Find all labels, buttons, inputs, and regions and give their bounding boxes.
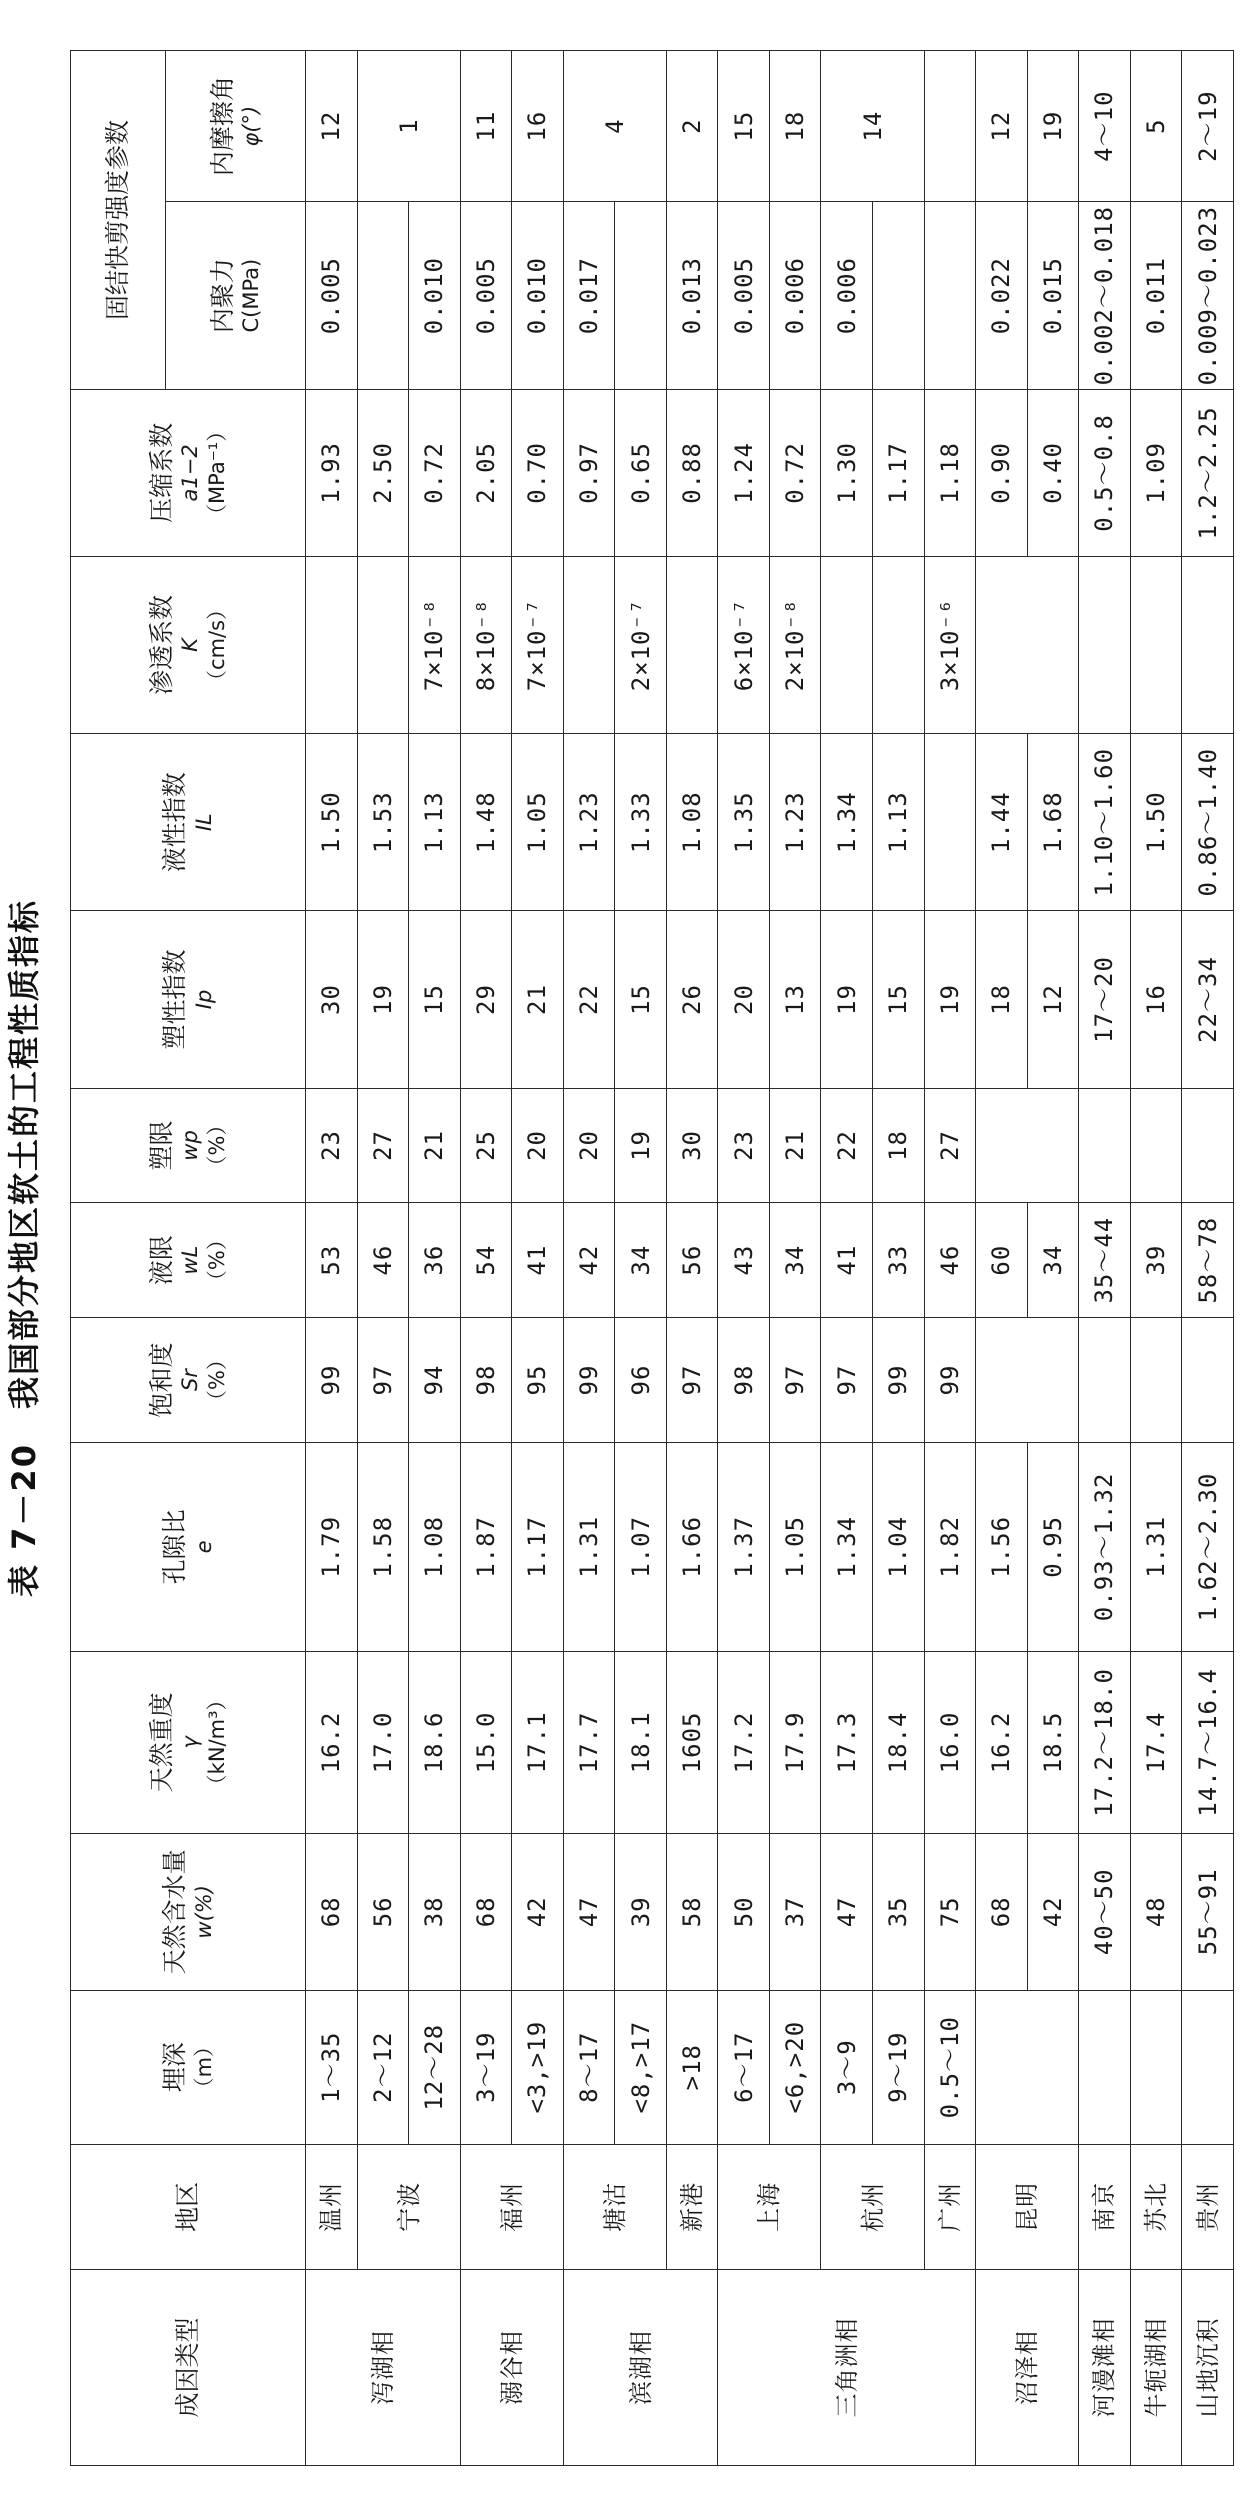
- table-cell: 58～78: [1182, 1203, 1234, 1318]
- table-cell: 15: [718, 51, 770, 202]
- region-cell: 宁波: [357, 2144, 460, 2269]
- table-cell: 75: [924, 1834, 976, 1990]
- table-cell: 40～50: [1079, 1834, 1131, 1990]
- table-cell: 0.010: [512, 202, 564, 390]
- table-cell: 54: [460, 1203, 512, 1318]
- table-cell: 0.022: [976, 202, 1028, 390]
- table-cell: 1.33: [615, 734, 667, 911]
- table-cell: 23: [306, 1088, 358, 1203]
- table-cell: 48: [1130, 1834, 1182, 1990]
- table-cell: 13: [769, 911, 821, 1088]
- table-cell: 34: [1027, 1203, 1079, 1318]
- table-cell: [976, 1088, 1079, 1203]
- table-cell: 0.95: [1027, 1443, 1079, 1652]
- table-cell: [976, 1990, 1079, 2144]
- table-cell: 14.7～16.4: [1182, 1651, 1234, 1833]
- table-cell: 18.6: [409, 1651, 461, 1833]
- region-cell: 杭州: [821, 2144, 924, 2269]
- table-cell: [924, 734, 976, 911]
- table-cell: 41: [821, 1203, 873, 1318]
- table-cell: 98: [718, 1317, 770, 1442]
- table-cell: 4～10: [1079, 51, 1131, 202]
- table-row: [924, 51, 976, 2466]
- table-cell: 35～44: [1079, 1203, 1131, 1318]
- table-container: [70, 50, 1234, 2466]
- region-cell: 上海: [718, 2144, 821, 2269]
- table-cell: 1.58: [357, 1443, 409, 1652]
- table-cell: [1182, 1317, 1234, 1442]
- table-cell: [1079, 1088, 1131, 1203]
- table-cell: 6×10⁻⁷: [718, 556, 770, 733]
- col-header-liquidity-index: 液性指数 IL: [71, 734, 306, 911]
- table-cell: >18: [666, 1990, 718, 2144]
- table-cell: 42: [512, 1834, 564, 1990]
- table-cell: 21: [769, 1088, 821, 1203]
- table-cell: 38: [409, 1834, 461, 1990]
- col-header-plastic-limit: 塑限 wp （%）: [71, 1088, 306, 1203]
- table-cell: 97: [666, 1317, 718, 1442]
- table-cell: 30: [306, 911, 358, 1088]
- table-cell: 42: [1027, 1834, 1079, 1990]
- group-cell: 山地沉积: [1182, 2269, 1234, 2465]
- table-cell: 16: [512, 51, 564, 202]
- table-cell: 18.4: [873, 1651, 925, 1833]
- table-cell: 11: [460, 51, 512, 202]
- table-cell: 15: [615, 911, 667, 1088]
- table-cell: 3～9: [821, 1990, 873, 2144]
- table-cell: 0.86～1.40: [1182, 734, 1234, 911]
- soil-properties-table: [70, 50, 1234, 2466]
- col-header-region: 地区: [71, 2144, 306, 2269]
- region-cell: 贵州: [1182, 2144, 1234, 2269]
- table-cell: 17.2～18.0: [1079, 1651, 1131, 1833]
- table-cell: 0.72: [769, 389, 821, 556]
- col-header-friction: 内摩擦角 φ(°): [166, 51, 306, 202]
- table-cell: 25: [460, 1088, 512, 1203]
- table-cell: 46: [357, 1203, 409, 1318]
- table-cell: 0.90: [976, 389, 1028, 556]
- table-cell: 99: [306, 1317, 358, 1442]
- table-row: [409, 51, 461, 2466]
- table-cell: 0.70: [512, 389, 564, 556]
- table-cell: 15: [409, 911, 461, 1088]
- region-cell: 福州: [460, 2144, 563, 2269]
- table-row: [563, 51, 615, 2466]
- table-cell: 56: [666, 1203, 718, 1318]
- table-cell: 17.7: [563, 1651, 615, 1833]
- table-row: [357, 51, 409, 2466]
- table-cell: 1.04: [873, 1443, 925, 1652]
- table-cell: 0.005: [718, 202, 770, 390]
- group-cell: 河漫滩相: [1079, 2269, 1131, 2465]
- table-cell: 34: [615, 1203, 667, 1318]
- table-cell: 0.010: [409, 202, 461, 390]
- table-cell: 16.2: [976, 1651, 1028, 1833]
- table-cell: [873, 202, 925, 390]
- table-cell: 1.05: [769, 1443, 821, 1652]
- table-cell: 16.0: [924, 1651, 976, 1833]
- table-cell: 22: [821, 1088, 873, 1203]
- table-cell: 37: [769, 1834, 821, 1990]
- table-cell: 6～17: [718, 1990, 770, 2144]
- col-header-void-ratio: 孔隙比 e: [71, 1443, 306, 1652]
- table-cell: 1.08: [666, 734, 718, 911]
- table-cell: 1.66: [666, 1443, 718, 1652]
- table-cell: 29: [460, 911, 512, 1088]
- table-cell: [1130, 556, 1182, 733]
- table-cell: 1.50: [306, 734, 358, 911]
- table-cell: 17.0: [357, 1651, 409, 1833]
- table-row: [1079, 51, 1131, 2466]
- table-cell: 0.011: [1130, 202, 1182, 390]
- col-header-depth: 埋深 （m）: [71, 1990, 306, 2144]
- table-cell: 68: [976, 1834, 1028, 1990]
- header-row-1: [71, 51, 166, 2466]
- table-cell: 1.07: [615, 1443, 667, 1652]
- col-header-compressibility: 压缩系数 a1−2 （MPa⁻¹）: [71, 389, 306, 556]
- table-row: [1182, 51, 1234, 2466]
- table-cell: 99: [873, 1317, 925, 1442]
- table-cell: 5: [1130, 51, 1182, 202]
- table-cell: 97: [821, 1317, 873, 1442]
- table-cell: 43: [718, 1203, 770, 1318]
- table-cell: 1.62～2.30: [1182, 1443, 1234, 1652]
- table-cell: 99: [924, 1317, 976, 1442]
- table-title: 表 7－20 我国部分地区软土的工程性质指标: [5, 899, 43, 1597]
- group-cell: 牛轭湖相: [1130, 2269, 1182, 2465]
- table-cell: [1182, 1990, 1234, 2144]
- table-cell: 19: [924, 911, 976, 1088]
- table-cell: 1.24: [718, 389, 770, 556]
- table-cell: <6,>20: [769, 1990, 821, 2144]
- col-header-water: 天然含水量 w(%): [71, 1834, 306, 1990]
- table-cell: [976, 1317, 1079, 1442]
- table-cell: [1182, 1088, 1234, 1203]
- table-cell: 95: [512, 1317, 564, 1442]
- table-row: [1130, 51, 1182, 2466]
- table-cell: [666, 556, 718, 733]
- table-cell: 1.56: [976, 1443, 1028, 1652]
- table-cell: [821, 556, 873, 733]
- table-cell: 16: [1130, 911, 1182, 1088]
- table-cell: 36: [409, 1203, 461, 1318]
- table-cell: 15.0: [460, 1651, 512, 1833]
- table-cell: 17.9: [769, 1651, 821, 1833]
- table-cell: 0.5～10: [924, 1990, 976, 2144]
- table-row: [821, 51, 873, 2466]
- table-cell: [1130, 1088, 1182, 1203]
- table-cell: 7×10⁻⁸: [409, 556, 461, 733]
- table-cell: 9～19: [873, 1990, 925, 2144]
- table-cell: 1.31: [1130, 1443, 1182, 1652]
- region-cell: 昆明: [976, 2144, 1079, 2269]
- region-cell: 新港: [666, 2144, 718, 2269]
- table-cell: [1079, 1317, 1131, 1442]
- table-cell: 14: [821, 51, 924, 202]
- table-cell: [357, 202, 409, 390]
- table-cell: 99: [563, 1317, 615, 1442]
- table-cell: 47: [821, 1834, 873, 1990]
- table-cell: 18.5: [1027, 1651, 1079, 1833]
- table-cell: 1.13: [409, 734, 461, 911]
- table-cell: 0.88: [666, 389, 718, 556]
- table-cell: [873, 556, 925, 733]
- table-cell: [1130, 1317, 1182, 1442]
- group-cell: 溺谷相: [460, 2269, 563, 2465]
- table-cell: 98: [460, 1317, 512, 1442]
- table-cell: 1.13: [873, 734, 925, 911]
- table-cell: [1079, 556, 1131, 733]
- table-cell: [1182, 556, 1234, 733]
- region-cell: 塘沽: [563, 2144, 666, 2269]
- region-cell: 温州: [306, 2144, 358, 2269]
- table-cell: 22～34: [1182, 911, 1234, 1088]
- table-cell: 0.015: [1027, 202, 1079, 390]
- table-cell: 33: [873, 1203, 925, 1318]
- table-row: [976, 51, 1028, 2466]
- table-cell: 1～35: [306, 1990, 358, 2144]
- table-cell: 0.72: [409, 389, 461, 556]
- table-row: [615, 51, 667, 2466]
- table-cell: 21: [512, 911, 564, 1088]
- table-cell: 35: [873, 1834, 925, 1990]
- table-row: [306, 51, 358, 2466]
- col-header-genesis: 成因类型: [71, 2269, 306, 2465]
- table-cell: 20: [718, 911, 770, 1088]
- table-cell: 0.65: [615, 389, 667, 556]
- table-cell: [924, 202, 976, 390]
- table-cell: 2～12: [357, 1990, 409, 2144]
- table-cell: 8×10⁻⁸: [460, 556, 512, 733]
- table-cell: 1.08: [409, 1443, 461, 1652]
- table-cell: 12～28: [409, 1990, 461, 2144]
- table-cell: 1.10～1.60: [1079, 734, 1131, 911]
- col-header-plasticity-index: 塑性指数 Ip: [71, 911, 306, 1088]
- table-cell: [976, 556, 1079, 733]
- table-cell: 1.05: [512, 734, 564, 911]
- table-row: [718, 51, 770, 2466]
- col-header-cohesion: 内聚力 C(MPa): [166, 202, 306, 390]
- table-cell: 41: [512, 1203, 564, 1318]
- table-cell: 1.2～2.25: [1182, 389, 1234, 556]
- table-cell: [563, 556, 615, 733]
- table-cell: 12: [1027, 911, 1079, 1088]
- table-row: [512, 51, 564, 2466]
- table-cell: 94: [409, 1317, 461, 1442]
- table-cell: [1079, 1990, 1131, 2144]
- table-cell: 1.48: [460, 734, 512, 911]
- table-cell: 97: [769, 1317, 821, 1442]
- table-cell: 0.006: [769, 202, 821, 390]
- table-cell: 46: [924, 1203, 976, 1318]
- table-cell: 17.3: [821, 1651, 873, 1833]
- table-cell: 0.93～1.32: [1079, 1443, 1131, 1652]
- table-cell: 1.17: [873, 389, 925, 556]
- table-cell: 17.2: [718, 1651, 770, 1833]
- table-cell: 1.50: [1130, 734, 1182, 911]
- table-row: [873, 51, 925, 2466]
- table-cell: 26: [666, 911, 718, 1088]
- table-cell: 1.23: [769, 734, 821, 911]
- table-cell: 19: [821, 911, 873, 1088]
- region-cell: 广州: [924, 2144, 976, 2269]
- table-cell: [306, 556, 358, 733]
- table-cell: 0.002～0.018: [1079, 202, 1131, 390]
- table-cell: 1.09: [1130, 389, 1182, 556]
- table-cell: [1130, 1990, 1182, 2144]
- table-cell: 1.31: [563, 1443, 615, 1652]
- table-cell: 16.2: [306, 1651, 358, 1833]
- table-cell: 1.18: [924, 389, 976, 556]
- table-cell: 1.23: [563, 734, 615, 911]
- table-cell: 18: [873, 1088, 925, 1203]
- table-cell: 2×10⁻⁸: [769, 556, 821, 733]
- table-cell: 1.37: [718, 1443, 770, 1652]
- table-cell: 0.40: [1027, 389, 1079, 556]
- table-cell: 0.005: [460, 202, 512, 390]
- table-cell: 8～17: [563, 1990, 615, 2144]
- table-cell: 55～91: [1182, 1834, 1234, 1990]
- table-cell: 17～20: [1079, 911, 1131, 1088]
- col-header-shear-group: 固结快剪强度参数: [71, 51, 166, 390]
- table-cell: 0.009～0.023: [1182, 202, 1234, 390]
- table-cell: 17.4: [1130, 1651, 1182, 1833]
- table-cell: 12: [976, 51, 1028, 202]
- table-cell: 58: [666, 1834, 718, 1990]
- table-cell: 56: [357, 1834, 409, 1990]
- table-cell: 2×10⁻⁷: [615, 556, 667, 733]
- table-cell: 1.82: [924, 1443, 976, 1652]
- table-cell: 47: [563, 1834, 615, 1990]
- table-cell: 42: [563, 1203, 615, 1318]
- table-cell: 12: [306, 51, 358, 202]
- table-cell: 1.35: [718, 734, 770, 911]
- table-cell: 1.93: [306, 389, 358, 556]
- table-cell: 1.44: [976, 734, 1028, 911]
- col-header-unit-weight: 天然重度 γ （kN/m³）: [71, 1651, 306, 1833]
- table-cell: <3,>19: [512, 1990, 564, 2144]
- col-header-permeability: 渗透系数 K （cm/s）: [71, 556, 306, 733]
- table-cell: 1.79: [306, 1443, 358, 1652]
- table-row: [769, 51, 821, 2466]
- table-cell: 0.006: [821, 202, 873, 390]
- table-cell: 0.017: [563, 202, 615, 390]
- table-cell: 39: [1130, 1203, 1182, 1318]
- table-cell: 18: [976, 911, 1028, 1088]
- table-row: [666, 51, 718, 2466]
- table-cell: 96: [615, 1317, 667, 1442]
- table-cell: 20: [512, 1088, 564, 1203]
- group-cell: 滨湖相: [563, 2269, 718, 2465]
- region-cell: 南京: [1079, 2144, 1131, 2269]
- table-cell: 27: [924, 1088, 976, 1203]
- table-cell: 0.013: [666, 202, 718, 390]
- table-cell: 60: [976, 1203, 1028, 1318]
- table-cell: 20: [563, 1088, 615, 1203]
- table-cell: 1.68: [1027, 734, 1079, 911]
- table-cell: 39: [615, 1834, 667, 1990]
- table-cell: 1.17: [512, 1443, 564, 1652]
- table-cell: 1.34: [821, 1443, 873, 1652]
- table-cell: 1: [357, 51, 460, 202]
- table-cell: 21: [409, 1088, 461, 1203]
- group-cell: 沼泽相: [976, 2269, 1079, 2465]
- table-cell: 22: [563, 911, 615, 1088]
- table-cell: 1.30: [821, 389, 873, 556]
- table-cell: 68: [306, 1834, 358, 1990]
- group-cell: 三角洲相: [718, 2269, 976, 2465]
- table-cell: 2.05: [460, 389, 512, 556]
- group-cell: 泻湖相: [306, 2269, 461, 2465]
- col-header-liquid-limit: 液限 wL （%）: [71, 1203, 306, 1318]
- table-row: [460, 51, 512, 2466]
- table-cell: 2～19: [1182, 51, 1234, 202]
- table-cell: 2.50: [357, 389, 409, 556]
- table-cell: 0.97: [563, 389, 615, 556]
- table-cell: 68: [460, 1834, 512, 1990]
- table-cell: [924, 51, 976, 202]
- table-cell: 19: [357, 911, 409, 1088]
- table-cell: [615, 202, 667, 390]
- table-cell: 0.5～0.8: [1079, 389, 1131, 556]
- table-cell: 2: [666, 51, 718, 202]
- table-cell: 19: [615, 1088, 667, 1203]
- table-cell: 18: [769, 51, 821, 202]
- table-cell: 50: [718, 1834, 770, 1990]
- table-cell: [357, 556, 409, 733]
- region-cell: 苏北: [1130, 2144, 1182, 2269]
- table-cell: 3～19: [460, 1990, 512, 2144]
- table-cell: 15: [873, 911, 925, 1088]
- table-cell: <8,>17: [615, 1990, 667, 2144]
- table-cell: 17.1: [512, 1651, 564, 1833]
- table-cell: 53: [306, 1203, 358, 1318]
- table-cell: 34: [769, 1203, 821, 1318]
- table-cell: 18.1: [615, 1651, 667, 1833]
- table-cell: 23: [718, 1088, 770, 1203]
- table-cell: 7×10⁻⁷: [512, 556, 564, 733]
- table-cell: 1.87: [460, 1443, 512, 1652]
- table-cell: 4: [563, 51, 666, 202]
- table-cell: 1605: [666, 1651, 718, 1833]
- table-cell: 3×10⁻⁶: [924, 556, 976, 733]
- col-header-saturation: 饱和度 Sr （%）: [71, 1317, 306, 1442]
- table-cell: 27: [357, 1088, 409, 1203]
- table-cell: 30: [666, 1088, 718, 1203]
- table-cell: 1.34: [821, 734, 873, 911]
- table-cell: 97: [357, 1317, 409, 1442]
- table-cell: 1.53: [357, 734, 409, 911]
- table-cell: 19: [1027, 51, 1079, 202]
- table-cell: 0.005: [306, 202, 358, 390]
